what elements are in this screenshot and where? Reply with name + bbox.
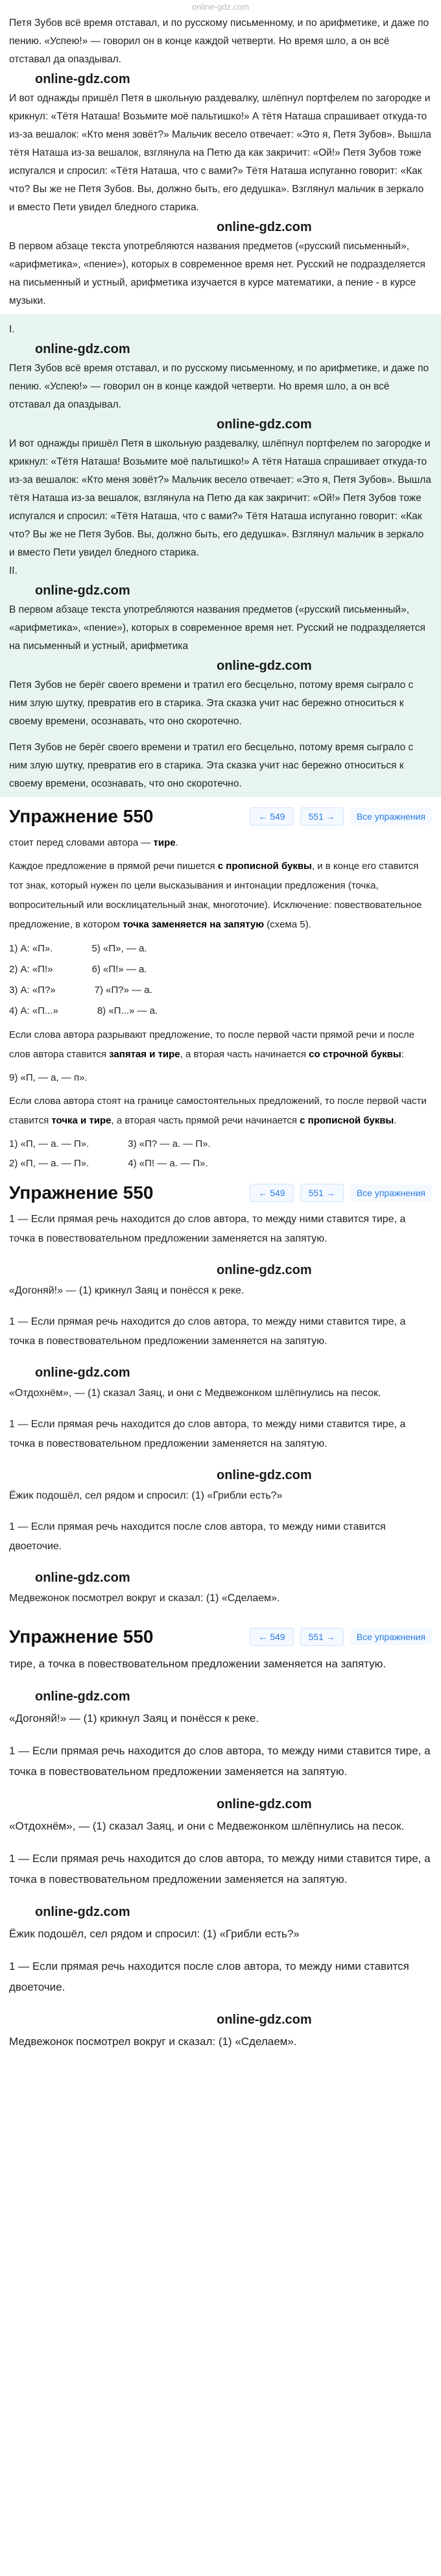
answer: «Догоняй!» — (1) крикнул Заяц и понёсся к реке. (9, 1285, 244, 1296)
paragraph: И вот однажды пришёл Петя в школьную раздевалку, шлёпнул портфелем по загородке и крикнул: «Тётя Наташа! Возьмите моё пальтишко!» А тётя Наташа спрашивает откуда-то из-за вешалок: «Кто меня зовёт?» Мальчик весело отвечает: «Это я, Петя Зубов». Вышла тётя Наташа из-за вешалок, взглянула на Петю да как закричит: «Ой!» Петя Зубов тоже испугался и спросил: «Тётя Наташа, что с вами?» Тётя Наташа испуганно говорит: «Как что? Вы же не Петя Зубов. Вы, должно быть, его дедушка». Взглянул мальчик в зеркало и вместо Пети увидел бледного старика. (9, 93, 431, 213)
bold-text: со строчной буквы (309, 1049, 401, 1060)
bold-text: запятая и тире (109, 1049, 180, 1060)
schemes (0, 938, 441, 1022)
exercise-nav (250, 1628, 432, 1646)
bold-text: точка заменяется на запятую (123, 919, 265, 930)
answer: Медвежонок посмотрел вокруг и сказал: (1) «Сделаем». (9, 1593, 280, 1604)
watermark: online-gdz.com (35, 72, 130, 86)
answers-large (0, 1654, 441, 2052)
answer: Медвежонок посмотрел вокруг и сказал: (1) «Сделаем». (9, 2035, 297, 2048)
answer: 1 — Если прямая речь находится после слов автора, то между ними ставится двоеточие. (9, 1521, 386, 1552)
scheme: 1) «П, — а. — П». (9, 1138, 89, 1149)
bold-text: с прописной буквы (217, 861, 312, 872)
watermark: online-gdz.com (35, 583, 130, 598)
text: Каждое предложение в прямой речи пишется (9, 861, 218, 872)
watermark: online-gdz.com (35, 342, 130, 356)
exercise-rules (0, 833, 441, 935)
scheme: 3) А: «П?» (9, 985, 56, 996)
exercise-title: Упражнение 550 (9, 1183, 154, 1203)
answer: 1 — Если прямая речь находится до слов автора, то между ними ставится тире, а точка в повествовательном предложении заменяется на запятую. (9, 1214, 406, 1244)
exercise-header-3 (0, 1620, 441, 1654)
watermark: online-gdz.com (35, 1905, 130, 1919)
answer: Ёжик подошёл, сел рядом и спросил: (1) «Грибли есть?» (9, 1928, 300, 1940)
scheme-9: 9) «П, — а, — п». (9, 1072, 88, 1083)
text: . (394, 1115, 397, 1126)
watermark: online-gdz.com (217, 1263, 312, 1277)
prev-exercise-button[interactable]: ← 549 (250, 807, 293, 826)
text: Если слова автора стоят на границе самостоятельных предложений, то после первой части ставится (9, 1096, 427, 1126)
bold-text: с прописной буквы (300, 1115, 394, 1126)
exercise-header-2 (0, 1173, 441, 1210)
scheme: 5) «П», — а. (91, 943, 147, 954)
exercise-title: Упражнение 550 (9, 1626, 154, 1647)
rule-intro: стоит перед словами автора — тире. (9, 837, 178, 848)
exercise-header (0, 797, 441, 833)
watermark: online-gdz.com (217, 2013, 312, 2027)
prev-exercise-button[interactable]: ← 549 (250, 1628, 293, 1646)
watermark: online-gdz.com (217, 1468, 312, 1482)
answer: «Отдохнём», — (1) сказал Заяц, и они с Медвежонком шлёпнулись на песок. (9, 1820, 405, 1832)
text: Если слова автора разрывают предложение, то после первой части прямой речи и после слов автора ставится (9, 1029, 415, 1060)
section-label: I. (9, 324, 15, 335)
paragraph: Петя Зубов не берёг своего времени и тратил его бесцельно, потому время сыграло с ним злую шутку, превратив его в старика. Эта сказка учит нас бережно относиться к своему времени, осознавать, что оно скоротечно. (9, 680, 414, 727)
text-original (0, 14, 441, 310)
watermark: online-gdz.com (217, 220, 312, 234)
all-exercises-link[interactable]: Все упражнения (350, 1628, 432, 1645)
rule-2 (9, 1025, 432, 1064)
watermark: online-gdz.com (217, 659, 312, 673)
bold-text: точка и тире (51, 1115, 112, 1126)
text: , а вторая часть начинается (180, 1049, 309, 1060)
scheme: 4) А: «П...» (9, 1005, 58, 1016)
paragraph: Петя Зубов всё время отставал, и по русскому письменному, и по арифметике, и даже по пению. «Успею!» — говорил он в конце каждой четверти. Но время шло, а он всё отставал да опаздывал. (9, 363, 429, 410)
bold-text: тире (153, 837, 176, 848)
scheme: 3) «П? — а. — П». (128, 1138, 211, 1149)
answer: Ёжик подошёл, сел рядом и спросил: (1) «Грибли есть?» (9, 1490, 283, 1501)
answer: 1 — Если прямая речь находится до слов автора, то между ними ставится тире, а точка в повествовательном предложении заменяется на запятую. (9, 1316, 406, 1347)
section-1 (0, 314, 441, 797)
watermark: online-gdz.com (35, 1571, 130, 1585)
text: (схема 5). (264, 919, 311, 930)
scheme: 7) «П?» — а. (94, 985, 152, 996)
exercise-rules-2 (0, 1025, 441, 1173)
exercise-nav (250, 807, 432, 826)
paragraph: И вот однажды пришёл Петя в школьную раздевалку, шлёпнул портфелем по загородке и крикнул: «Тётя Наташа! Возьмите моё пальтишко!» А тётя Наташа спрашивает откуда-то из-за вешалок: «Кто меня зовёт?» Мальчик весело отвечает: «Это я, Петя Зубов». Вышла тётя Наташа из-за вешалок, взглянула на Петю да как закричит: «Ой!» Петя Зубов тоже испугался и спросил: «Тётя Наташа, что с вами?» Тётя Наташа испуганно говорит: «Как что? Вы же не Петя Зубов. Вы, должно быть, его дедушка». Взглянул мальчик в зеркало и вместо Пети увидел бледного старика. (9, 438, 431, 558)
answer: 1 — Если прямая речь находится до слов автора, то между ними ставится тире, а точка в повествовательном предложении заменяется на запятую. (9, 1419, 406, 1449)
answer: тире, а точка в повествовательном предложении заменяется на запятую. (9, 1658, 387, 1670)
next-exercise-button[interactable]: 551 → (300, 1628, 344, 1646)
paragraph: Петя Зубов не берёг своего времени и тратил его бесцельно, потому время сыграло с ним злую шутку, превратив его в старика. Эта сказка учит нас бережно относиться к своему времени, осознавать, что оно скоротечно. (9, 742, 414, 789)
rule-1 (9, 857, 432, 935)
prev-exercise-button[interactable]: ← 549 (250, 1184, 293, 1202)
text: : (401, 1049, 404, 1060)
watermark: online-gdz.com (35, 1689, 130, 1704)
site-topbar[interactable]: online-gdz.com (191, 2, 250, 12)
section-label: II. (9, 565, 18, 576)
exercise-nav (250, 1184, 432, 1202)
next-exercise-button[interactable]: 551 → (300, 807, 344, 826)
paragraph: В первом абзаце текста употребляются названия предметов («русский письменный», «арифметика», «пение»), которых в современное время нет. Русский не подразделяется на письменный и устный, арифметика изучается в курсе математики, а пение - в курсе музыки. (9, 241, 425, 306)
watermark: online-gdz.com (217, 1797, 312, 1811)
answer: «Догоняй!» — (1) крикнул Заяц и понёсся к реке. (9, 1712, 259, 1724)
text: , и в конце его ставится тот знак, который нужен по цели высказывания и интонации предложения (точка, вопросительный или восклицательный знак, многоточие). Исключение: повествовательное предложение, в котором (9, 861, 422, 930)
exercise-title: Упражнение 550 (9, 806, 154, 826)
next-exercise-button[interactable]: 551 → (300, 1184, 344, 1202)
answers (0, 1210, 441, 1608)
scheme: 4) «П! — а. — П». (128, 1158, 208, 1169)
answer: 1 — Если прямая речь находится до слов автора, то между ними ставится тире, а точка в повествовательном предложении заменяется на запятую. (9, 1745, 431, 1778)
paragraph: В первом абзаце текста употребляются названия предметов («русский письменный», «арифметика», «пение»), которых в современное время нет. Русский не подразделяется на письменный и устный, арифметика (9, 604, 425, 652)
scheme: 8) «П...» — а. (97, 1005, 158, 1016)
answer: 1 — Если прямая речь находится после слов автора, то между ними ставится двоеточие. (9, 1960, 409, 1993)
scheme: 1) А: «П». (9, 943, 53, 954)
watermark: online-gdz.com (35, 1366, 130, 1380)
text: стоит перед словами автора — (9, 837, 154, 848)
watermark: online-gdz.com (217, 417, 312, 432)
answer: 1 — Если прямая речь находится до слов автора, то между ними ставится тире, а точка в повествовательном предложении заменяется на запятую. (9, 1852, 431, 1885)
scheme: 2) А: «П!» (9, 964, 53, 975)
all-exercises-link[interactable]: Все упражнения (350, 808, 432, 825)
all-exercises-link[interactable]: Все упражнения (350, 1184, 432, 1201)
scheme: 2) «П, — а. — П». (9, 1158, 89, 1169)
scheme: 6) «П!» — а. (91, 964, 147, 975)
answer: «Отдохнём», — (1) сказал Заяц, и они с Медвежонком шлёпнулись на песок. (9, 1388, 381, 1399)
rule-3 (9, 1092, 432, 1131)
text: , а вторая часть прямой речи начинается (111, 1115, 300, 1126)
paragraph: Петя Зубов всё время отставал, и по русскому письменному, и по арифметике, и даже по пению. «Успею!» — говорил он в конце каждой четверти. Но время шло, а он всё отставал да опаздывал. (9, 18, 429, 65)
